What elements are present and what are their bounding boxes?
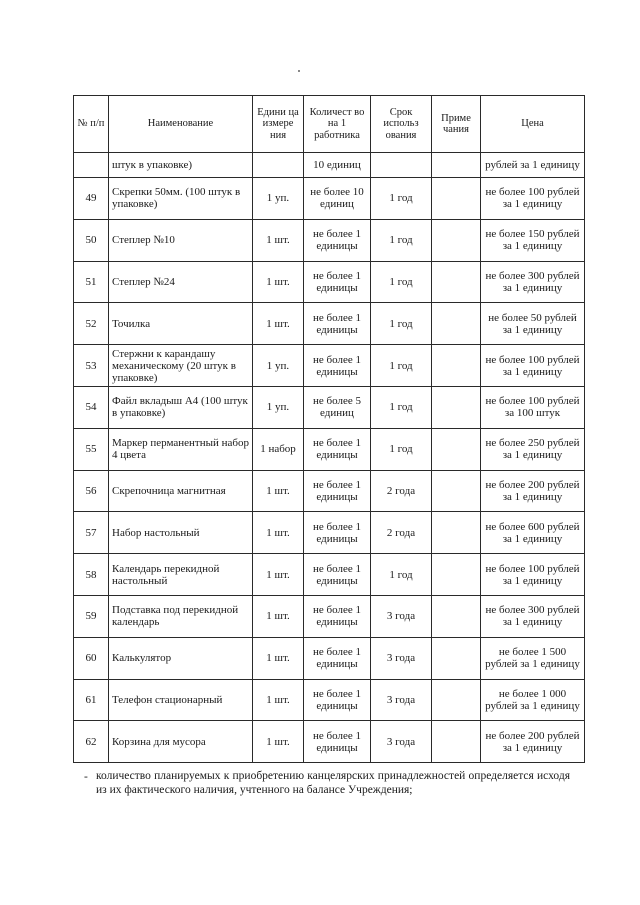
header-note: Приме чания (432, 96, 481, 153)
cell-price: не более 50 рублей за 1 единицу (481, 303, 585, 345)
cell-qty: не более 1 единицы (304, 637, 371, 679)
cell-term: 1 год (371, 386, 432, 428)
cell-term: 1 год (371, 261, 432, 303)
table-row (74, 345, 585, 387)
cell-qty: не более 1 единицы (304, 721, 371, 763)
table-row (74, 428, 585, 470)
cell-num: 54 (74, 386, 109, 428)
cell-note (432, 595, 481, 637)
cell-unit: 1 уп. (253, 386, 304, 428)
table-row (74, 303, 585, 345)
table-row (74, 554, 585, 596)
header-unit: Едини ца измере ния (253, 96, 304, 153)
cell-unit: 1 шт. (253, 595, 304, 637)
cell-unit: 1 шт. (253, 303, 304, 345)
cell-note (432, 554, 481, 596)
cell-unit: 1 шт. (253, 261, 304, 303)
cell-qty: не более 1 единицы (304, 679, 371, 721)
table-row (74, 219, 585, 261)
cell-name: Подставка под перекидной календарь (109, 595, 253, 637)
cell-price: не более 100 рублей за 1 единицу (481, 554, 585, 596)
cell-note (432, 303, 481, 345)
cell-unit: 1 шт. (253, 470, 304, 512)
table-row (74, 470, 585, 512)
table-row (74, 679, 585, 721)
cell-num: 52 (74, 303, 109, 345)
table-row (74, 261, 585, 303)
cell-note (432, 219, 481, 261)
header-num: № п/п (74, 96, 109, 153)
cell-name: Степлер №10 (109, 219, 253, 261)
cell-term: 3 года (371, 637, 432, 679)
cell-unit: 1 шт. (253, 512, 304, 554)
cell-unit: 1 шт. (253, 679, 304, 721)
cell-name: Маркер перманентный набор 4 цвета (109, 428, 253, 470)
cell-price: рублей за 1 единицу (481, 153, 585, 178)
header-qty: Количест во на 1 работника (304, 96, 371, 153)
cell-qty: не более 1 единицы (304, 219, 371, 261)
cell-price: не более 100 рублей за 1 единицу (481, 178, 585, 220)
cell-term: 1 год (371, 554, 432, 596)
cell-note (432, 261, 481, 303)
cell-name: Скрепки 50мм. (100 штук в упаковке) (109, 178, 253, 220)
cell-unit (253, 153, 304, 178)
cell-num: 59 (74, 595, 109, 637)
cell-num: 62 (74, 721, 109, 763)
cell-term (371, 153, 432, 178)
cell-price: не более 300 рублей за 1 единицу (481, 595, 585, 637)
scan-speck (298, 70, 300, 72)
cell-price: не более 1 500 рублей за 1 единицу (481, 637, 585, 679)
cell-price: не более 600 рублей за 1 единицу (481, 512, 585, 554)
cell-qty: 10 единиц (304, 153, 371, 178)
table-header-row (74, 96, 585, 153)
cell-term: 3 года (371, 595, 432, 637)
cell-num (74, 153, 109, 178)
cell-qty: не более 10 единиц (304, 178, 371, 220)
cell-name: Набор настольный (109, 512, 253, 554)
cell-price: не более 250 рублей за 1 единицу (481, 428, 585, 470)
table-row (74, 637, 585, 679)
cell-price: не более 100 рублей за 100 штук (481, 386, 585, 428)
cell-name: Календарь перекидной настольный (109, 554, 253, 596)
cell-qty: не более 1 единицы (304, 470, 371, 512)
cell-term: 1 год (371, 345, 432, 387)
cell-name: Корзина для мусора (109, 721, 253, 763)
cell-name: Телефон стационарный (109, 679, 253, 721)
cell-term: 3 года (371, 721, 432, 763)
cell-unit: 1 уп. (253, 178, 304, 220)
cell-name: Стержни к карандашу механическому (20 штук в упаковке) (109, 345, 253, 387)
header-name: Наименование (109, 96, 253, 153)
footnote-text: количество планируемых к приобретению канцелярских принадлежностей определяется исходя из их фактического наличия, учтенного на балансе Учреждения; (96, 770, 570, 796)
table-row (74, 721, 585, 763)
cell-name: штук в упаковке) (109, 153, 253, 178)
cell-qty: не более 1 единицы (304, 428, 371, 470)
cell-num: 58 (74, 554, 109, 596)
header-price: Цена (481, 96, 585, 153)
table-row (74, 386, 585, 428)
cell-name: Файл вкладыш А4 (100 штук в упаковке) (109, 386, 253, 428)
cell-note (432, 679, 481, 721)
cell-term: 3 года (371, 679, 432, 721)
cell-note (432, 721, 481, 763)
cell-num: 57 (74, 512, 109, 554)
footnote (84, 769, 570, 797)
cell-note (432, 386, 481, 428)
cell-price: не более 100 рублей за 1 единицу (481, 345, 585, 387)
cell-unit: 1 шт. (253, 219, 304, 261)
cell-term: 1 год (371, 178, 432, 220)
cell-num: 61 (74, 679, 109, 721)
cell-unit: 1 шт. (253, 721, 304, 763)
cell-note (432, 637, 481, 679)
cell-note (432, 512, 481, 554)
supplies-table (73, 95, 585, 763)
table-row (74, 595, 585, 637)
cell-name: Степлер №24 (109, 261, 253, 303)
cell-num: 51 (74, 261, 109, 303)
cell-num: 56 (74, 470, 109, 512)
cell-term: 1 год (371, 428, 432, 470)
cell-num: 55 (74, 428, 109, 470)
cell-price: не более 200 рублей за 1 единицу (481, 470, 585, 512)
cell-price: не более 300 рублей за 1 единицу (481, 261, 585, 303)
cell-term: 1 год (371, 219, 432, 261)
cell-qty: не более 1 единицы (304, 512, 371, 554)
cell-price: не более 150 рублей за 1 единицу (481, 219, 585, 261)
cell-name: Скрепочница магнитная (109, 470, 253, 512)
table-row-continued (74, 153, 585, 178)
table-row (74, 512, 585, 554)
cell-note (432, 345, 481, 387)
cell-unit: 1 уп. (253, 345, 304, 387)
cell-num: 60 (74, 637, 109, 679)
cell-name: Точилка (109, 303, 253, 345)
cell-price: не более 1 000 рублей за 1 единицу (481, 679, 585, 721)
cell-term: 1 год (371, 303, 432, 345)
cell-unit: 1 шт. (253, 637, 304, 679)
cell-qty: не более 5 единиц (304, 386, 371, 428)
cell-qty: не более 1 единицы (304, 595, 371, 637)
cell-note (432, 153, 481, 178)
footnote-dash: - (84, 771, 88, 783)
cell-num: 50 (74, 219, 109, 261)
cell-unit: 1 набор (253, 428, 304, 470)
cell-qty: не более 1 единицы (304, 345, 371, 387)
cell-term: 2 года (371, 512, 432, 554)
cell-qty: не более 1 единицы (304, 554, 371, 596)
cell-num: 49 (74, 178, 109, 220)
cell-num: 53 (74, 345, 109, 387)
cell-unit: 1 шт. (253, 554, 304, 596)
table-row (74, 178, 585, 220)
cell-qty: не более 1 единицы (304, 261, 371, 303)
cell-qty: не более 1 единицы (304, 303, 371, 345)
cell-note (432, 470, 481, 512)
header-term: Срок использ ования (371, 96, 432, 153)
cell-name: Калькулятор (109, 637, 253, 679)
cell-note (432, 428, 481, 470)
cell-price: не более 200 рублей за 1 единицу (481, 721, 585, 763)
cell-term: 2 года (371, 470, 432, 512)
cell-note (432, 178, 481, 220)
